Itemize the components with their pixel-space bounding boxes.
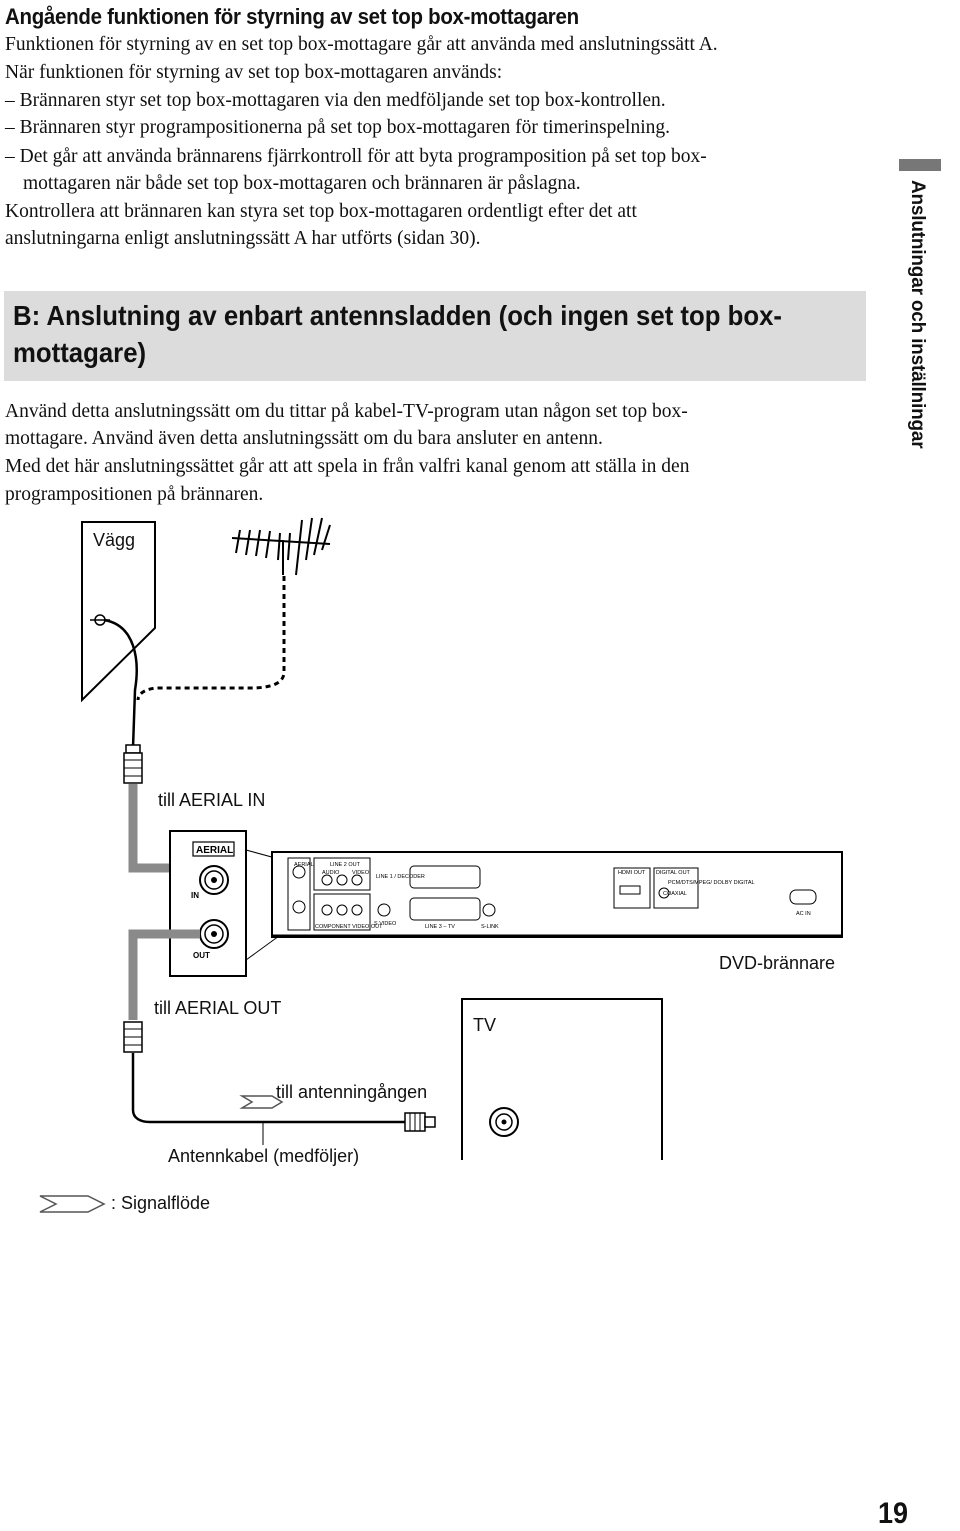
rear-label-line3: LINE 3 – TV [425, 924, 455, 930]
aerial-out-label: till AERIAL OUT [154, 998, 282, 1018]
legend-label: : Signalflöde [111, 1193, 211, 1213]
antenna-icon [232, 518, 330, 575]
intro-line: När funktionen för styrning av set top box-mottagaren används: [5, 62, 503, 83]
body-line: mottagare. Använd även detta anslutningssätt om du bara ansluter en antenn. [5, 428, 603, 449]
panel-in-text: IN [191, 891, 199, 900]
rear-label-acin: AC IN [796, 911, 811, 917]
body-line: Med det här anslutningssättet går att att spela in från valfri kanal genom att ställa in den [5, 456, 690, 477]
aerial-out-jack-icon [200, 920, 228, 948]
cable-label: Antennkabel (medföljer) [168, 1146, 360, 1166]
aerial-in-label: till AERIAL IN [158, 790, 266, 810]
legend-arrow-icon [40, 1196, 104, 1212]
rear-label-line1: LINE 1 / DECODER [376, 874, 425, 880]
rear-label-component: COMPONENT VIDEO OUT [315, 924, 383, 930]
aerial-in-jack-icon [200, 866, 228, 894]
page-number: 19 [878, 1497, 909, 1530]
rear-label-slink: S-LINK [481, 924, 499, 930]
rear-label-audio: AUDIO [322, 870, 340, 876]
rear-label-video: VIDEO [352, 870, 370, 876]
rear-label-line2out: LINE 2 OUT [330, 862, 360, 868]
rear-label-coaxial: COAXIAL [663, 891, 687, 897]
bullet-line-cont: mottagaren när både set top box-mottagaren och brännaren är påslagna. [23, 173, 581, 194]
tv-label: TV [473, 1015, 497, 1035]
panel-out-text: OUT [193, 951, 210, 960]
plug-bottom-icon [124, 1022, 142, 1052]
bullet-line: – Brännaren styr programpositionerna på set top box-mottagaren för timerinspelning. [5, 117, 670, 138]
panel-title-text: AERIAL [196, 845, 234, 856]
section-heading: Angående funktionen för styrning av set top box-mottagaren [5, 4, 579, 29]
antenna-input-label: till antenningången [276, 1082, 428, 1102]
rear-label-digital: DIGITAL OUT [656, 870, 690, 876]
body-line: Använd detta anslutningssätt om du tittar på kabel-TV-program utan någon set top box- [5, 401, 688, 422]
section-b-heading-line: B: Anslutning av enbart antennsladden (och ingen set top box- [13, 300, 783, 331]
side-label-text: Anslutningar och inställningar [907, 180, 928, 449]
tv-plug-icon [405, 1113, 435, 1131]
intro-line: Kontrollera att brännaren kan styra set top box-mottagaren ordentligt efter det att [5, 201, 637, 222]
rear-label-svideo: S VIDEO [374, 921, 397, 927]
rear-label-hdmi: HDMI OUT [618, 870, 646, 876]
bullet-line: – Det går att använda brännarens fjärrkontroll för att byta programposition på set top box- [5, 146, 707, 167]
intro-line: anslutningarna enligt anslutningssätt A har utförts (sidan 30). [5, 228, 481, 249]
section-b-heading-line: mottagare) [13, 337, 147, 368]
plug-top-icon [124, 745, 142, 783]
intro-line: Funktionen för styrning av en set top box-mottagare går att använda med anslutningssätt A. [5, 34, 718, 55]
wall-label: Vägg [93, 530, 136, 550]
tv-antenna-jack-icon [490, 1108, 518, 1136]
antenna-cable-dashed [138, 576, 284, 700]
rear-label-aerial: AERIAL [294, 862, 314, 868]
body-line: programpositionen på brännaren. [5, 484, 264, 505]
dvd-label: DVD-brännare [719, 953, 836, 973]
rear-label-pcm: PCM/DTS/MPEG/ DOLBY DIGITAL [668, 880, 755, 886]
bullet-line: – Brännaren styr set top box-mottagaren via den medföljande set top box-kontrollen. [5, 90, 666, 111]
